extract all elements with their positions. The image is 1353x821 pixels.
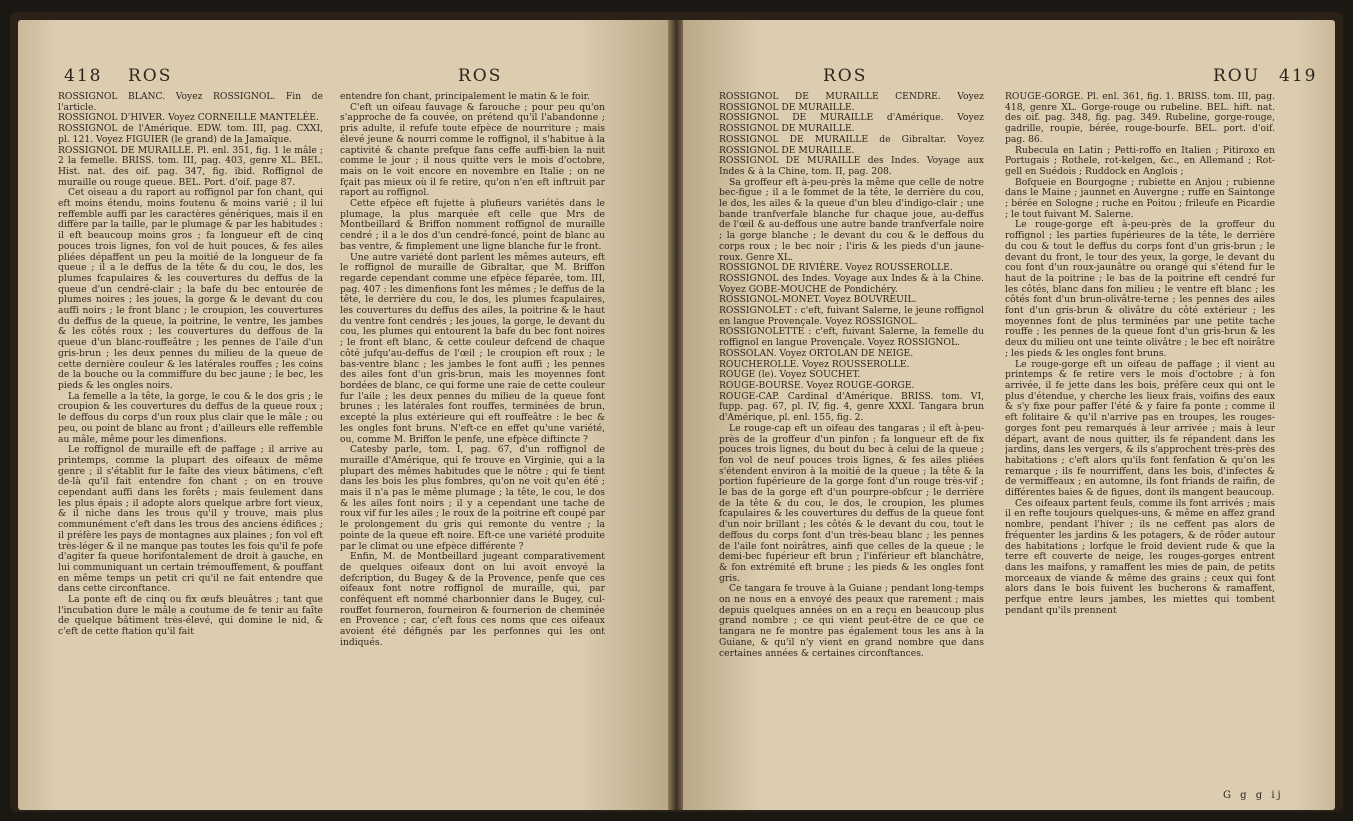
right-column-2 [1005,92,1275,792]
left-running-head-left: ROS [128,66,173,86]
left-column-1 [58,92,323,792]
paragraph: Ce tangara fe trouve à la Guiane ; pendant long-temps on ne nous en a envoyé des peaux que rarement ; mais depuis quelques années on en a reçu en beaucoup plus grand nombre ; ce qui vient peut-être de ce que ce tangara ne fe montre pas également tous les ans à la Guiane, & qu'il n'y vient en grand nombre que dans certaines années & certaines circonftances. [719,583,984,659]
paragraph: ROSSIGNOLETTE : c'eft, fuivant Salerne, la femelle du roffignol en langue Provençale. Voyez ROSSIGNOL. [719,326,984,349]
paragraph: Le rouge-gorge eft à-peu-près de la groffeur du roffignol ; les parties fupérieures de la tête, le derrière du cou & tout le deffus du corps font d'un gris-brun ; le devant du front, le tour des yeux, la gorge, le devant du cou font d'un roux-jaunâtre ou orangé qui s'étend fur le haut de la poitrine ; le bas de la poitrine eft cendré fur les côtés, blanc dans fon milieu ; le ventre eft blanc ; les côtés font d'un brun-olivâtre-terne ; les pennes des ailes font d'un gris-brun & olivâtre du côté extérieur ; les moyennes font de plus terminées par une petite tache rouffe ; les pennes de la queue font d'un gris-brun & les deux du milieu ont une teinte olivâtre ; le bec eft noirâtre ; les pieds & les ongles font bruns. [1005,219,1275,359]
paragraph: ROSSIGNOL des Indes. Voyage aux Indes & à la Chine. Voyez GOBE-MOUCHE de Pondichéry. [719,272,984,295]
paragraph: ROUGE (le). Voyez SOUCHET. [719,369,861,381]
book-spread [10,12,1343,812]
paragraph: ROSSIGNOL BLANC. Voyez ROSSIGNOL. Fin de l'article. [58,92,323,113]
paragraph: Enfin, M. de Montbeillard jugeant comparativement de quelques oifeaux dont on lui avoit envoyé la defcription, du Bugey & de la Provence, penfe que ces oifeaux font notre roffignol de muraille, qui, par conféquent eft nommé charbonnier dans le Bugey, cul-rouffet fourneron, fourneiron & fournerion de cheminée en Provence ; car, c'eft fous ces noms que ces oifeaux avoient été défignés par les perfonnes qui les ont indiqués. [340,551,605,648]
paragraph: Cet oiseau a du raport au roffignol par fon chant, qui eft moins étendu, moins foutenu & moins varié ; il lui reffemble auffi par les caractères génériques, mais il en diffère par la taille, par le plumage & par les habitudes : il eft beaucoup moins gros ; fa longueur eft de cinq pouces trois lignes, fon vol de huit pouces, & fes ailes pliées dépaffent un peu la moitié de la longueur de fa queue ; il a le deffus de la tête & du cou, le dos, les plumes fcapulaires & les couvertures du deffus de la queue d'un cendré-clair ; la bafe du bec entourée de plumes noires ; les joues, la gorge & le devant du cou auffi noirs ; le front blanc ; le croupion, les couvertures du deffus de la queue, la poitrine, le ventre, les jambes & les côtés roux ; les couvertures du deffous de la queue d'un blanc-rouffeâtre ; les pennes de l'aile d'un gris-brun ; les deux pennes du milieu de la queue de cette dernière couleur & les latérales rouffes ; les coins de la bouche ou la commiffure du bec jaune ; le bec, les pieds & les ongles noirs. [58,187,323,391]
paragraph: Ces oifeaux partent feuls, comme ils font arrivés ; mais il en refte toujours quelques-uns, & même en affez grand nombre, pendant l'hiver ; ils ne ceffent pas alors de fréquenter les jardins & les potagers, & de rôder autour des habitations ; lorfque le froid devient rude & que la terre eft couverte de neige, les rouges-gorges entrent dans les maifons, y ramaffent les mies de pain, de petits morceaux de viande & même des grains ; ceux qui font alors dans le bois fuivent les bucherons & ramaffent, perfque entre leurs jambes, les miettes qui tombent pendant qu'ils prennent [1005,497,1275,616]
paragraph: ROSSIGNOL DE MURAILLE des Indes. Voyage aux Indes & à la Chine, tom. II, pag. 208. [719,155,984,177]
paragraph: Le rouge-gorge eft un oifeau de paffage ; il vient au printemps & fe retire vers le mois d'octobre ; à fon arrivée, il fe jette dans les bois, préfère ceux qui ont le plus d'étendue, y cherche les lieux frais, voifins des eaux & s'y fixe pour paffer l'été & y faire fa ponte ; comme il eft folitaire & qu'il n'arrive pas en troupes, les rouges-gorges font peu remarqués à leur arrivée ; mais à leur départ, avant de nous quitter, ils fe répandent dans les jardins, dans les vergers, & ils s'approchent très-près des habitations ; c'eft alors qu'ils font fenfation & qu'on les remarque ; ils fe nourriffent, dans les bois, d'infectes & de vermiffeaux ; en automne, ils font friands de raifin, de différentes baies & de figues, dont ils mangent beaucoup. [1005,358,1275,499]
paragraph: ROSSIGNOL D'HIVER. Voyez CORNEILLE MANTELÉE. [58,112,319,124]
paragraph: entendre fon chant, principalement le matin & le foir. [340,92,590,102]
right-column-1 [719,92,984,792]
paragraph: ROSSIGNOL DE MURAILLE d'Amérique. Voyez ROSSIGNOL DE MURAILLE. [719,112,984,135]
paragraph: La femelle a la tête, la gorge, le cou & le dos gris ; le croupion & les couvertures du deffus de la queue roux ; le deffous du corps d'un roux plus clair que le mâle ; ou peu, ou point de blanc au front ; d'ailleurs elle reffemble au mâle, même pour les dimenfions. [58,390,323,445]
paragraph: ROSSIGNOL DE MURAILLE. Pl. enl. 351, fig. 1 le mâle ; 2 la femelle. BRISS. tom. III, pag. 403, genre XL. BEL. Hist. nat. des oif. pag. 347, fig. ibid. Roffignol de muraille ou rouge queue. BEL. Port. d'oif. page 87. [58,144,323,188]
paragraph: Le rouge-cap eft un oifeau des tangaras ; il eft à-peu-près de la groffeur d'un pinfon ; fa longueur eft de fix pouces trois lignes, du bout du bec à celui de la queue ; fon vol de neuf pouces trois lignes, & fes ailes pliées s'étendent environ à la moitié de la queue ; la tête & la portion fupérieure de la gorge font d'un rouge très-vif ; le bas de la gorge eft d'un pourpre-obfcur ; le derrière de la tête & du cou, le dos, le croupion, les plumes fcapulaires & les couvertures du deffus de la queue font d'un noir brillant ; les côtés & le devant du cou, tout le deffous du corps font d'un très-beau blanc ; les pennes de l'aile font noirâtres, ainfi que celles de la queue ; le demi-bec fupérieur eft brun ; l'inférieur eft blanchâtre, & fon extrémité eft brune ; les pieds & les ongles font gris. [719,422,984,584]
paragraph: ROUGE-GORGE. Pl. enl. 361, fig. 1. BRISS. tom. III, pag. 418, genre XL. Gorge-rouge ou rubeline. BEL. hift. nat. des oif. pag. 348, fig. pag. 349. Rubeline, gorge-rouge, gadrille, roupie, bérée, rouge-bourfe. BEL. port. d'oif. pag. 86. [1005,92,1275,145]
left-page [18,20,670,810]
left-column-2 [340,92,605,792]
paragraph: ROSSIGNOL DE RIVIÈRE. Voyez ROUSSEROLLE. [719,262,953,274]
paragraph: ROSSIGNOLET : c'eft, fuivant Salerne, le jeune roffignol en langue Provençale. Voyez ROSSIGNOL. [719,305,984,327]
paragraph: ROSSIGNOL DE MURAILLE CENDRÉ. Voyez ROSSIGNOL DE MURAILLE. [719,92,984,113]
paragraph: La ponte eft de cinq ou fix œufs bleuâtres ; tant que l'incubation dure le mâle a coutume de fe tenir au faîte de quelque bâtiment très-élevé, qui domine le nid, & c'eft de cette ftation qu'il fait [58,594,323,638]
paragraph: Catesby parle, tom. I, pag. 67, d'un roffignol de muraille d'Amérique, qui fe trouve en Virginie, qui a la plupart des mêmes habitudes que le nôtre ; qui fe tient dans les bois les plus fombres, qu'on ne voit qu'en été ; mais il n'a pas le même plumage ; la tête, le cou, le dos & les ailes font noirs ; il y a cependant une tache de roux vif fur les ailes ; le roux de la poitrine eft coupé par le prolongement du gris qui remonte du ventre ; la pointe de la queue eft noire. Eft-ce une variété produite par le climat ou une efpèce différente ? [340,444,605,552]
left-page-number: 418 [64,66,103,86]
right-running-head-right: ROU [1213,66,1261,86]
paragraph: C'eft un oifeau fauvage & farouche ; pour peu qu'on s'approche de fa couvée, on prétend qu'il l'abandonne ; pris adulte, il refufe toute efpèce de nourriture ; mais élevé jeune & nourri comme le roffignol, il s'habitue à la captivité & chante prefque fans ceffe auffi-bien la nuit comme le jour ; il nous quitte vers le mois d'octobre, mais on le voit encore en novembre en Italie ; on ne fçait pas mieux où il fe retire, qu'on n'en eft inftruit par raport au roffignol. [340,101,605,199]
paragraph: Une autre variété dont parlent les mêmes auteurs, eft le roffignol de muraille de Gibraltar, que M. Briffon regarde cependant comme une efpèce féparée, tom. III, pag. 407 : les dimenfions font les mêmes ; le deffus de la tête, le derrière du cou, le dos, les plumes fcapulaires, les couvertures du deffus des ailes, la poitrine & le haut du ventre font cendrés ; les joues, la gorge, le devant du cou, les plumes qui entourent la bafe du bec font noires ; le front eft blanc, & cette couleur defcend de chaque côté jufqu'au-deffus de l'œil ; le croupion eft roux ; le bas-ventre blanc ; les jambes le font auffi ; les pennes des ailes font d'un gris-brun, mais les moyennes font bordées de blanc, ce qui forme une raie de cette couleur fur l'aile ; les deux pennes du milieu de la queue font brunes ; les latérales font rouffes, terminées de brun, excepté la plus extérieure qui eft rouffeâtre : le bec & les ongles font bruns. N'eft-ce en effet qu'une variété, ou, comme M. Briffon le penfe, une efpèce diftincte ? [340,251,605,445]
right-running-head-left: ROS [823,66,868,86]
paragraph: ROSSOLAN. Voyez ORTOLAN DE NEIGE. [719,347,914,359]
paragraph: ROSSIGNOL-MONET. Voyez BOUVREUIL. [719,294,917,306]
paragraph: Rubecula en Latin ; Petti-roffo en Italien ; Pitiroxo en Portugais ; Rothele, rot-kelgen, &c., en Allemand ; Rot-gell en Suédois ; Ruddock en Anglois ; [1005,144,1275,177]
signature-mark: G g g ij [1223,790,1284,801]
paragraph: Le roffignol de muraille eft de paffage ; il arrive au printemps, comme la plupart des oifeaux de même genre ; il s'établit fur le faîte des vieux bâtimens, c'eft de-là qu'il fait entendre fon chant ; on en trouve cependant auffi dans les forêts ; mais feulement dans les plus épais ; il adopte alors quelque arbre fort vieux, & il niche dans les trous qu'il y trouve, mais plus communément c'eft dans les trous des anciens édifices ; il préfère les pays de montagnes aux plaines ; fon vol eft très-léger & il ne manque pas toutes les fois qu'il fe pofe d'agiter fa queue horifontalement de droit à gauche, en lui communiquant un certain trémouffement, & pouffant en même temps un petit cri qu'il ne fait entendre que dans cette circonftance. [58,444,323,595]
paragraph: ROUGE-BOURSE. Voyez ROUGE-GORGE. [719,379,915,391]
paragraph: Cette efpèce eft fujette à plufieurs variétés dans le plumage, la plus marquée eft celle que Mrs de Montbeillard & Briffon nomment roffignol de muraille cendré ; il a le dos d'un cendré-foncé, point de blanc au bas ventre, & fimplement une ligne blanche fur le front. [340,198,605,252]
paragraph: ROSSIGNOL DE MURAILLE de Gibraltar. Voyez ROSSIGNOL DE MURAILLE. [719,133,984,156]
paragraph: Bofqueie en Bourgogne ; rubiette en Anjou ; rubienne dans le Maine ; jaunnet en Auvergne ; ruffe en Saintonge ; bérée en Sologne ; ruche en Poitou ; frileufe en Picardie ; le tout fuivant M. Salerne. [1005,176,1275,220]
paragraph: ROSSIGNOL de l'Amérique. EDW. tom. III, pag. CXXI, pl. 121. Voyez FIGUIER (le grand) de la Jamaïque. [58,123,323,145]
right-page [683,20,1335,810]
paragraph: ROUGE-CAP. Cardinal d'Amérique. BRISS. tom. VI, fupp. pag. 67, pl. IV, fig. 4, genre XXXI. Tangara brun d'Amérique, pl. enl. 155, fig. 2. [719,390,984,424]
paragraph: ROUCHEROLLE. Voyez ROUSSEROLLE. [719,358,910,370]
left-running-head-right: ROS [458,66,503,86]
right-page-number: 419 [1279,66,1318,86]
paragraph: Sa groffeur eft à-peu-près la même que celle de notre bec-figue ; il a le fommet de la tête, le derrière du cou, le dos, les ailes & la queue d'un bleu d'indigo-clair ; une bande tranfverfale blanche fur chaque joue, au-deffus de l'œil & au-deffous une autre bande tranfverfale noire ; la gorge blanche ; le devant du cou & le deffous du corps roux ; le bec noir ; l'iris & les pieds d'un jaune-roux. Genre XL. [719,176,984,263]
